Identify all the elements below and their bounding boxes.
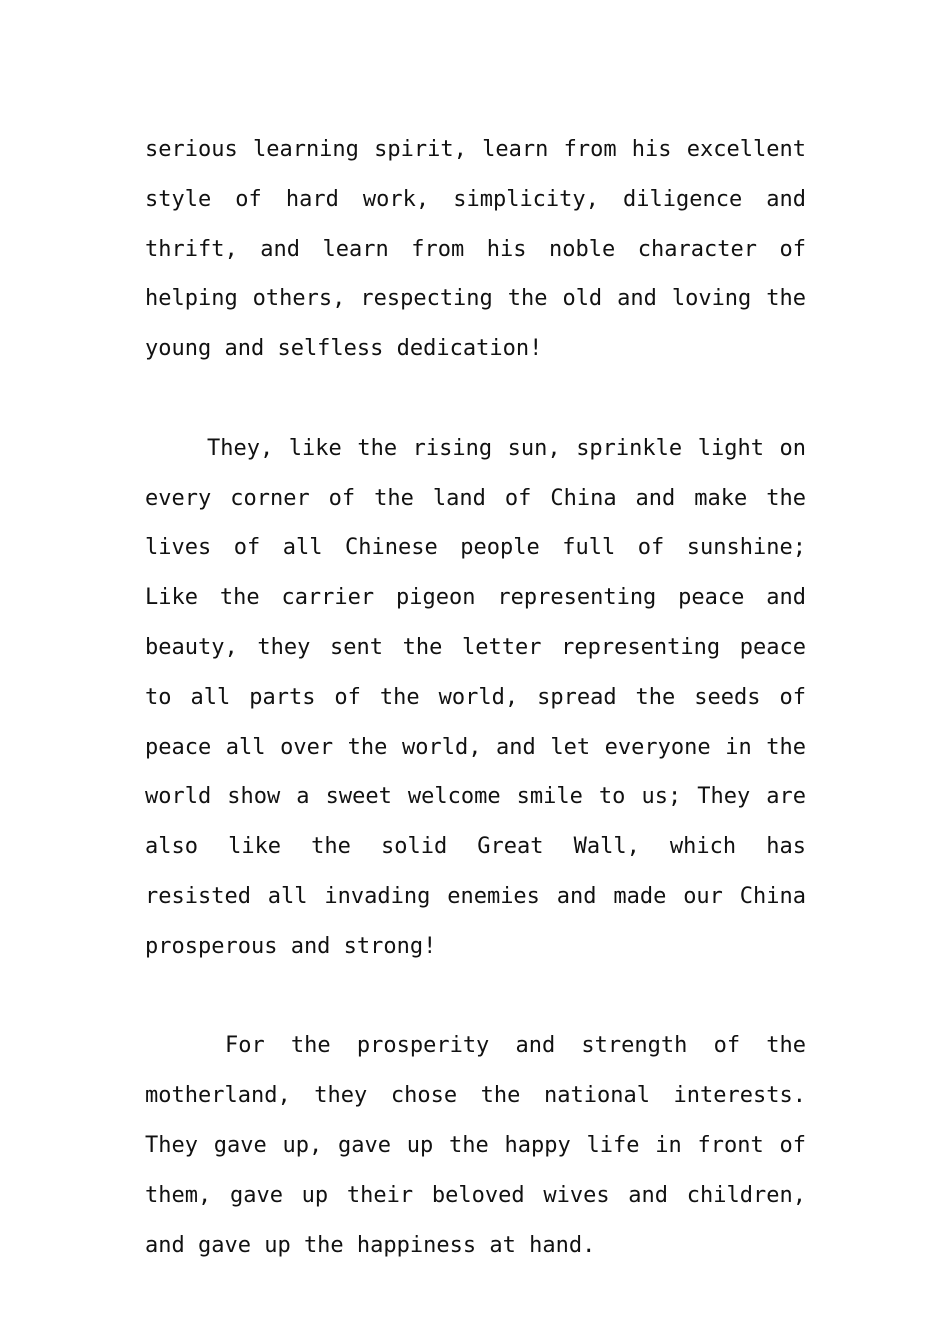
paragraph-rising-sun: They, like the rising sun, sprinkle light on every corner of the land of China and make the lives of all Chinese people full of sunshine; Like the carrier pigeon representing peace and beauty, they sent the letter representing peace to all parts of the world, spread the seeds of peace all over the world, and let everyone in the world show a sweet welcome smile to us; They are also like the solid Great Wall, which has resisted all invading enemies and made our China prosperous and strong! bbox=[145, 435, 806, 959]
paragraph-motherland: For the prosperity and strength of the motherland, they chose the national interests. They gave up, gave up the happy life in front of them, gave up their beloved wives and children, and gave up the happiness at hand. bbox=[145, 1033, 806, 1258]
document-page bbox=[145, 125, 806, 1270]
paragraph-continuation: serious learning spirit, learn from his excellent style of hard work, simplicity, diligence and thrift, and learn from his noble character of helping others, respecting the old and loving the young and selfless dedication! bbox=[145, 137, 806, 362]
